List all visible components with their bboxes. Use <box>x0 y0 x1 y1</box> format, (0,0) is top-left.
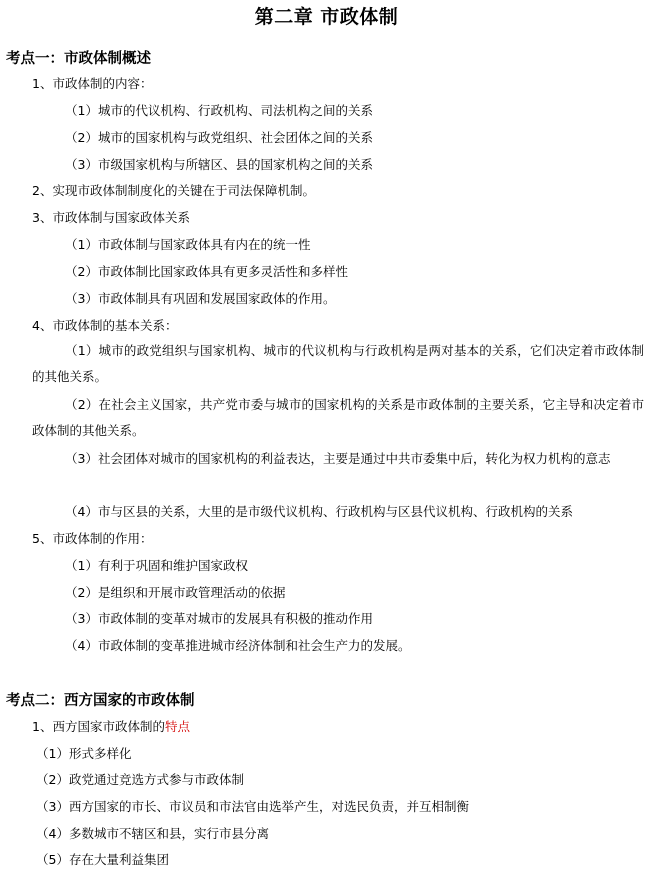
item-1-sub-2: （2）城市的国家机构与政党组织、社会团体之间的关系 <box>65 130 373 145</box>
item-3-sub-1: （1）市政体制与国家政体具有内在的统一性 <box>65 237 311 252</box>
item-5-sub-1: （1）有利于巩固和维护国家政权 <box>65 558 248 573</box>
item-1-label: 1、市政体制的内容： <box>32 76 153 91</box>
s2-item-1-sub-3: （3）西方国家的市长、市议员和市法官由选举产生，对选民负责，并互相制衡 <box>36 799 469 814</box>
s2-item-1-sub-1: （1）形式多样化 <box>36 746 132 761</box>
item-5-sub-2: （2）是组织和开展市政管理活动的依据 <box>65 585 286 600</box>
item-3-sub-3: （3）市政体制具有巩固和发展国家政体的作用。 <box>65 291 336 306</box>
section-heading-1: 考点一：市政体制概述 <box>6 50 151 67</box>
item-1-sub-3: （3）市级国家机构与所辖区、县的国家机构之间的关系 <box>65 157 373 172</box>
item-5-label: 5、市政体制的作用： <box>32 531 153 546</box>
item-4-sub-4: （4）市与区县的关系，大里的是市级代议机构、行政机构与区县代议机构、行政机构的关系 <box>65 504 573 519</box>
section-heading-2: 考点二：西方国家的市政体制 <box>6 692 195 709</box>
s2-item-1-label-text: 1、西方国家市政体制的 <box>32 719 165 734</box>
item-4-label: 4、市政体制的基本关系： <box>32 318 178 333</box>
item-3-label: 3、市政体制与国家政体关系 <box>32 210 190 225</box>
highlighted-term: 特点 <box>164 719 190 734</box>
item-4-sub-2: （2）在社会主义国家，共产党市委与城市的国家机构的关系是市政体制的主要关系，它主导和决定着市政体制的其他关系。 <box>32 397 644 438</box>
item-4-sub-1: （1）城市的政党组织与国家机构、城市的代议机构与行政机构是两对基本的关系，它们决定着市政体制的其他关系。 <box>32 343 644 384</box>
item-3-sub-2: （2）市政体制比国家政体具有更多灵活性和多样性 <box>65 264 348 279</box>
s2-item-1-sub-5: （5）存在大量利益集团 <box>36 852 169 867</box>
s2-item-1-sub-4: （4）多数城市不辖区和县，实行市县分离 <box>36 826 269 841</box>
item-2-label: 2、实现市政体制制度化的关键在于司法保障机制。 <box>32 183 315 198</box>
item-4-sub-3: （3）社会团体对城市的国家机构的利益表达，主要是通过中共市委集中后，转化为权力机构的意志 <box>65 451 611 466</box>
item-5-sub-4: （4）市政体制的变革推进城市经济体制和社会生产力的发展。 <box>65 638 411 653</box>
s2-item-1-sub-2: （2）政党通过竞选方式参与市政体制 <box>36 772 244 787</box>
item-5-sub-3: （3）市政体制的变革对城市的发展具有积极的推动作用 <box>65 611 373 626</box>
s2-item-1-label <box>32 718 190 736</box>
chapter-title: 第二章 市政体制 <box>254 6 399 28</box>
item-1-sub-1: （1）城市的代议机构、行政机构、司法机构之间的关系 <box>65 103 373 118</box>
